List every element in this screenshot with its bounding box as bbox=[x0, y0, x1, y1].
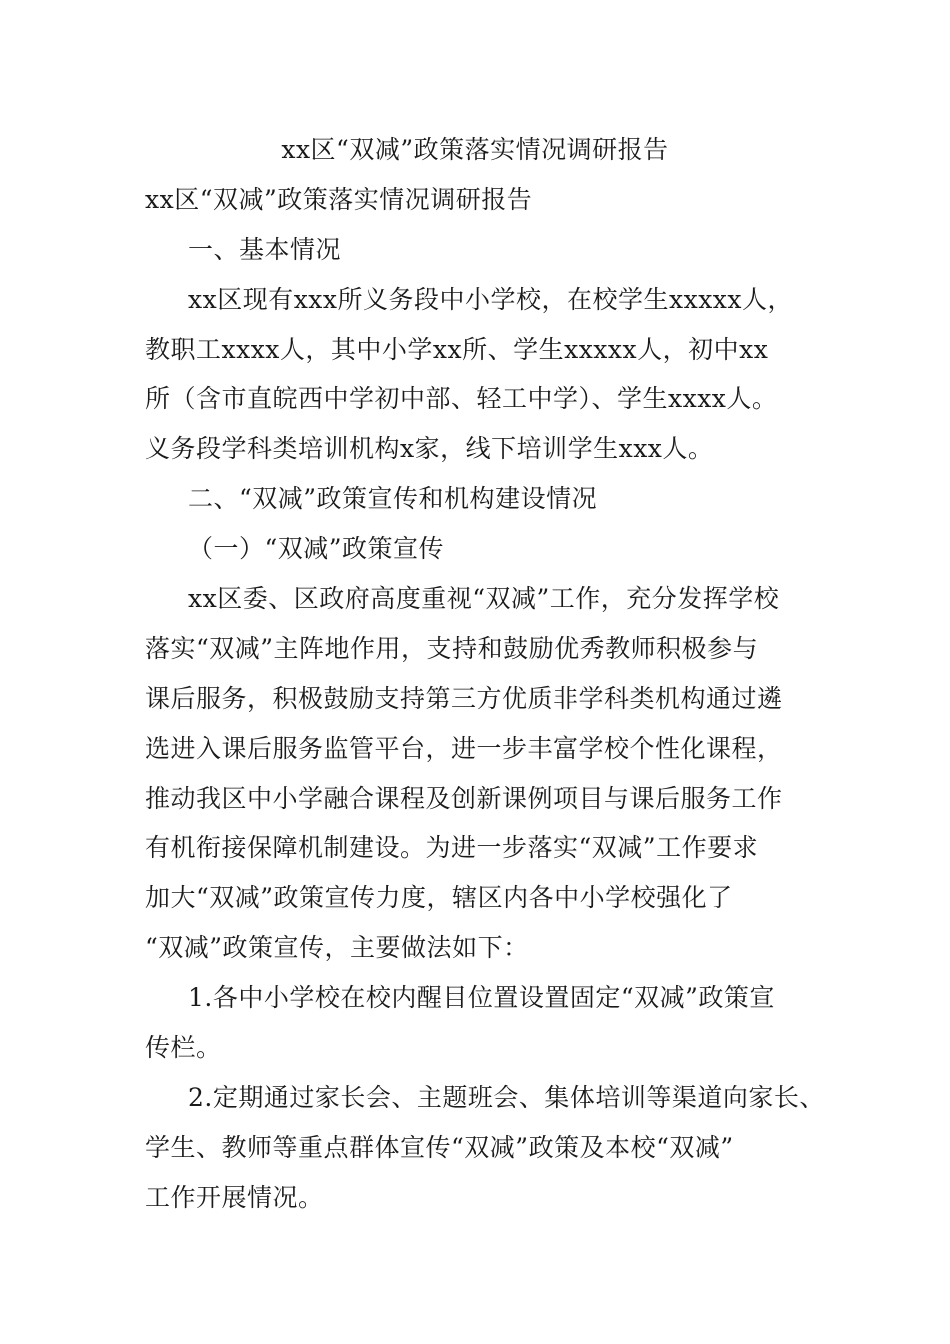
paragraph-line: 加大“双减”政策宣传力度，辖区内各中小学校强化了 bbox=[145, 883, 733, 912]
paragraph-line: 落实“双减”主阵地作用，支持和鼓励优秀教师积极参与 bbox=[145, 634, 759, 663]
paragraph-line: 推动我区中小学融合课程及创新课例项目与课后服务工作 bbox=[145, 784, 783, 813]
paragraph-line: 所（含市直皖西中学初中部、轻工中学）、学生xxxx人。 bbox=[145, 384, 778, 413]
document-title: xx区“双减”政策落实情况调研报告 bbox=[281, 135, 669, 164]
list-item-2-line: 2.定期通过家长会、主题班会、集体培训等渠道向家长、 bbox=[188, 1083, 825, 1112]
paragraph-line: 教职工xxxx人，其中小学xx所、学生xxxxx人，初中xx bbox=[145, 335, 769, 364]
paragraph-line: “双减”政策宣传，主要做法如下： bbox=[145, 933, 529, 962]
paragraph-line: xx区委、区政府高度重视“双减”工作，充分发挥学校 bbox=[188, 584, 780, 613]
list-item-2-line: 学生、教师等重点群体宣传“双减”政策及本校“双减” bbox=[145, 1133, 734, 1162]
subsection-heading-publicity: （一）“双减”政策宣传 bbox=[188, 534, 445, 563]
section-heading-basic-info: 一、基本情况 bbox=[188, 235, 342, 264]
list-item-2-line: 工作开展情况。 bbox=[145, 1183, 324, 1212]
paragraph-line: xx区现有xxx所义务段中小学校，在校学生xxxxx人， bbox=[188, 285, 793, 314]
paragraph-line: 义务段学科类培训机构x家，线下培训学生xxx人。 bbox=[145, 434, 714, 463]
paragraph-line: 有机衔接保障机制建设。为进一步落实“双减”工作要求 bbox=[145, 833, 759, 862]
document-subtitle: xx区“双减”政策落实情况调研报告 bbox=[145, 185, 533, 214]
paragraph-line: 选进入课后服务监管平台，进一步丰富学校个性化课程， bbox=[145, 734, 783, 763]
list-item-1-line: 传栏。 bbox=[145, 1033, 222, 1062]
list-item-1-line: 1.各中小学校在校内醒目位置设置固定“双减”政策宣 bbox=[188, 983, 775, 1012]
paragraph-line: 课后服务，积极鼓励支持第三方优质非学科类机构通过遴 bbox=[145, 684, 783, 713]
section-heading-policy: 二、“双减”政策宣传和机构建设情况 bbox=[188, 484, 598, 513]
